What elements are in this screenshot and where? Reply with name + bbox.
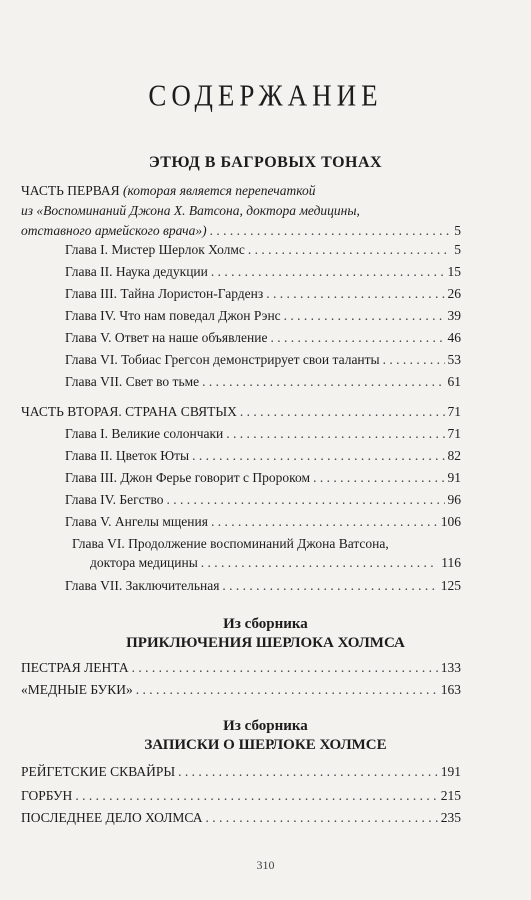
leader-dots [75,786,437,806]
page-number: 53 [447,352,461,367]
story-title: ПОСЛЕДНЕЕ ДЕЛО ХОЛМСА [21,810,203,825]
part2-label: ЧАСТЬ ВТОРАЯ. СТРАНА СВЯТЫХ [21,404,237,419]
chapter-title: Глава III. Тайна Лористон-Гарденз [65,286,264,301]
leader-dots [192,446,444,466]
toc-entry [65,446,461,466]
leader-dots [270,328,444,348]
page-number: 39 [447,308,461,323]
leader-dots [210,221,452,241]
story-title: ПЕСТРАЯ ЛЕНТА [21,660,129,675]
toc-entry [65,468,461,488]
story-title: РЕЙГЕТСКИЕ СКВАЙРЫ [21,764,176,779]
toc-entry [21,680,461,700]
chapter-title: Глава IV. Что нам поведал Джон Рэнс [65,308,281,323]
toc-entry [65,262,461,282]
chapter-title: Глава I. Мистер Шерлок Холмс [65,242,245,257]
leader-dots [132,658,438,678]
toc-entry [65,424,461,444]
page-number: 163 [440,682,461,697]
part2-entry [21,402,461,422]
chapter-title: Глава III. Джон Ферье говорит с Пророком [65,470,311,485]
page-number: 125 [440,578,461,593]
toc-entry [65,350,461,370]
leader-dots [202,372,444,392]
leader-dots [211,262,445,282]
section-title-study-in-scarlet: ЭТЮД В БАГРОВЫХ ТОНАХ [148,154,383,171]
page-number: 215 [440,788,461,803]
page-number: 91 [447,470,461,485]
page-number: 235 [440,810,461,825]
part1-note-line2: из «Воспоминаний Джона Х. Ватсона, доктора медицины, [21,203,360,218]
leader-dots [313,468,444,488]
page-number: 15 [447,264,461,279]
toc-entry [65,284,461,304]
story-title: «МЕДНЫЕ БУКИ» [21,682,133,697]
page-number: 71 [447,404,461,419]
collection-title: ЗАПИСКИ О ШЕРЛОКЕ ХОЛМСЕ [144,737,387,753]
page-number: 5 [454,223,461,238]
leader-dots [178,762,438,782]
page-number: 82 [447,448,461,463]
chapter-title-line1: Глава VI. Продолжение воспоминаний Джона Ватсона, [72,536,389,551]
part1-entry [21,221,461,241]
page-number: 61 [447,374,461,389]
toc-entry [65,490,461,510]
page-number: 46 [447,330,461,345]
chapter-title: Глава IV. Бегство [65,492,164,507]
chapter-title: Глава VI. Тобиас Грегсон демонстрирует свои таланты [65,352,380,367]
toc-entry [65,512,461,532]
page-number: 71 [447,426,461,441]
chapter-title: Глава VII. Свет во тьме [65,374,200,389]
chapter-title: Глава II. Наука дедукции [65,264,208,279]
chapter-title: Глава VII. Заключительная [65,578,220,593]
page-number: 116 [441,555,461,570]
page-number: 191 [440,764,461,779]
leader-dots [226,424,444,444]
leader-dots [201,553,438,573]
page-number: 26 [447,286,461,301]
part1-label: ЧАСТЬ ПЕРВАЯ [21,183,120,198]
toc-entry [65,576,461,596]
page-number: 106 [440,514,461,529]
leader-dots [136,680,438,700]
toc-entry [65,328,461,348]
toc-entry [65,240,461,260]
collection-label: Из сборника [223,616,308,632]
toc-entry [65,372,461,392]
leader-dots [167,490,445,510]
toc-entry [21,786,461,806]
leader-dots [206,808,438,828]
chapter-title: Глава V. Ответ на наше объявление [65,330,268,345]
chapter-title: Глава I. Великие солончаки [65,426,224,441]
leader-dots [248,240,451,260]
leader-dots [284,306,445,326]
leader-dots [383,350,445,370]
page-number: 96 [447,492,461,507]
toc-entry [21,658,461,678]
part1-heading-line1 [21,181,316,201]
part1-note-line3: отставного армейского врача») [21,223,207,238]
toc-entry [21,762,461,782]
collection-title: ПРИКЛЮЧЕНИЯ ШЕРЛОКА ХОЛМСА [126,635,405,651]
toc-entry [21,808,461,828]
page-number-footer: 310 [256,858,275,872]
toc-entry [90,553,461,573]
leader-dots [240,402,445,422]
page-number: 5 [454,242,461,257]
leader-dots [266,284,444,304]
page-title: СОДЕРЖАНИЕ [148,77,383,113]
toc-entry [65,306,461,326]
part1-note-line1: (которая является перепечаткой [123,183,316,198]
page-number: 133 [440,660,461,675]
chapter-title: Глава V. Ангелы мщения [65,514,208,529]
leader-dots [222,576,437,596]
chapter-title-line2: доктора медицины [90,555,198,570]
leader-dots [211,512,438,532]
story-title: ГОРБУН [21,788,73,803]
collection-label: Из сборника [223,718,308,734]
chapter-title: Глава II. Цветок Юты [65,448,190,463]
